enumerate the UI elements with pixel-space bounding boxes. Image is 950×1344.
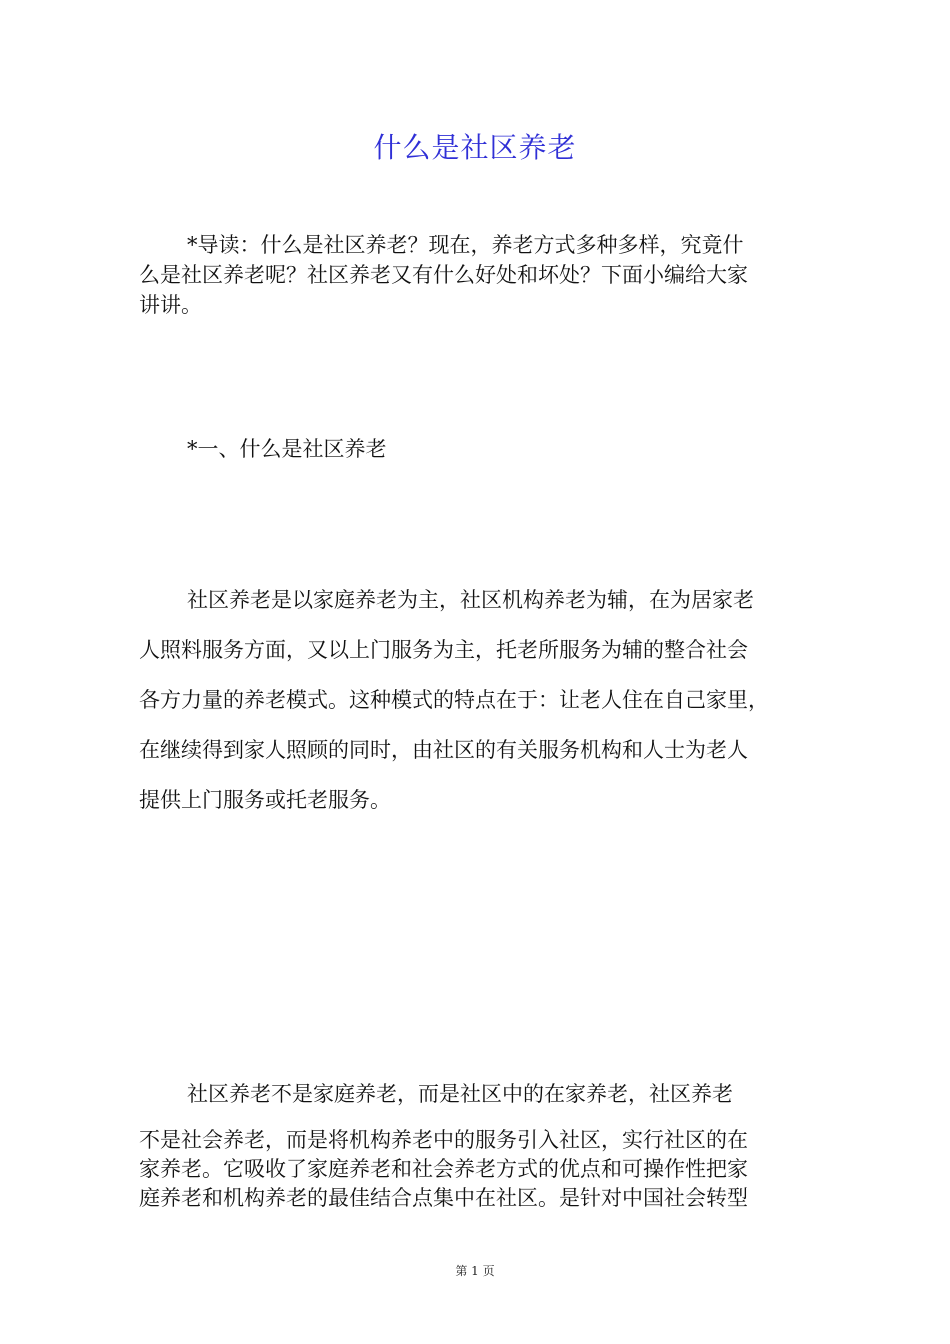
body-line: 各方力量的养老模式。这种模式的特点在于：让老人住在自己家里，: [139, 688, 769, 712]
body-line: 社区养老是以家庭养老为主，社区机构养老为辅，在为居家老: [187, 588, 754, 612]
body-line: 社区养老不是家庭养老，而是社区中的在家养老，社区养老: [187, 1082, 733, 1106]
intro-line: 么是社区养老呢？社区养老又有什么好处和坏处？下面小编给大家: [139, 263, 748, 287]
body-line: 人照料服务方面，又以上门服务为主，托老所服务为辅的整合社会: [139, 638, 748, 662]
body-paragraph-1: [139, 575, 829, 825]
body-line: 庭养老和机构养老的最佳结合点集中在社区。是针对中国社会转型: [139, 1186, 748, 1210]
body-line: 不是社会养老，而是将机构养老中的服务引入社区，实行社区的在: [139, 1128, 748, 1152]
section-heading-text: *一、什么是社区养老: [187, 437, 387, 461]
intro-paragraph: [139, 230, 829, 320]
intro-line: *导读：什么是社区养老？现在，养老方式多种多样，究竟什: [187, 233, 744, 257]
body-line: 家养老。它吸收了家庭养老和社会养老方式的优点和可操作性把家: [139, 1157, 748, 1181]
page-title: 什么是社区养老: [373, 131, 577, 164]
intro-line: 讲讲。: [139, 293, 202, 317]
page-number: 第 1 页: [455, 1264, 495, 1278]
body-line: 在继续得到家人照顾的同时，由社区的有关服务机构和人士为老人: [139, 738, 748, 762]
body-paragraph-2-first-line: [139, 1079, 829, 1109]
body-line: 提供上门服务或托老服务。: [139, 788, 391, 812]
body-paragraph-2: [139, 1126, 829, 1213]
section-heading: [139, 434, 829, 464]
